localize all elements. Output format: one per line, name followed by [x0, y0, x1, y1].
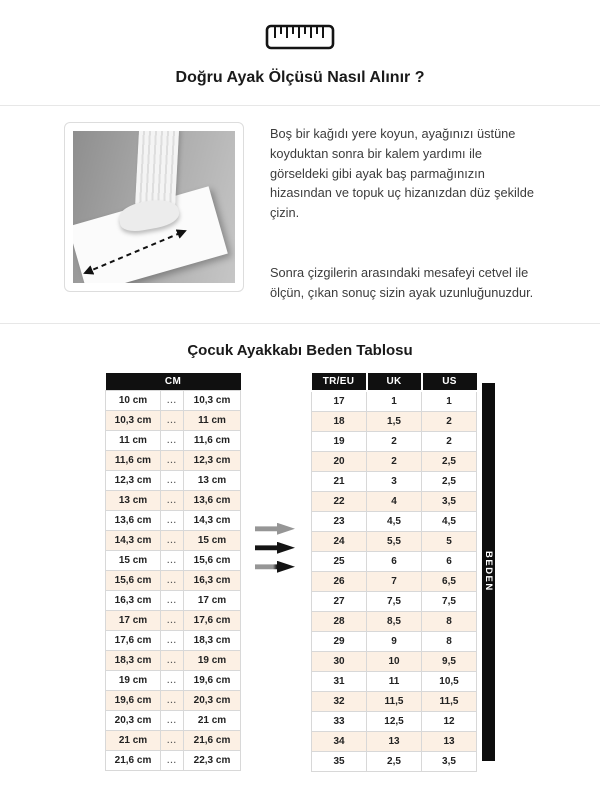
table-cell: 21,6 cm	[106, 750, 161, 770]
page-title: Doğru Ayak Ölçüsü Nasıl Alınır ?	[175, 69, 425, 86]
table-cell: 11,5	[422, 691, 477, 711]
table-row	[312, 451, 477, 471]
table-row	[106, 730, 241, 750]
table-row	[312, 511, 477, 531]
table-cell: 23	[312, 511, 367, 531]
table-cell: 15 cm	[184, 530, 241, 550]
right-arrow-icon	[255, 561, 295, 573]
table-cell: 24	[312, 531, 367, 551]
table-row	[312, 591, 477, 611]
table-cell: 35	[312, 751, 367, 771]
table-cell: 10,5	[422, 671, 477, 691]
table-cell: ...	[161, 450, 184, 470]
table-cell: 16,3 cm	[106, 590, 161, 610]
table-cell: 9	[367, 631, 422, 651]
table-cell: ...	[161, 690, 184, 710]
table-row	[106, 510, 241, 530]
table-cell: 12,3 cm	[106, 470, 161, 490]
table-cell: 10	[367, 651, 422, 671]
table-row	[312, 651, 477, 671]
table-cell: 1	[422, 391, 477, 412]
table-cell: ...	[161, 510, 184, 530]
table-cell: ...	[161, 610, 184, 630]
table-cell: ...	[161, 710, 184, 730]
table-row	[106, 550, 241, 570]
table-cell: 18,3 cm	[106, 650, 161, 670]
size-conversion-table	[311, 373, 477, 772]
table-cell: 7	[367, 571, 422, 591]
size-table-header	[312, 373, 477, 391]
table-row	[312, 611, 477, 631]
table-cell: ...	[161, 670, 184, 690]
table-cell: 4,5	[367, 511, 422, 531]
table-cell: ...	[161, 530, 184, 550]
table-cell: 32	[312, 691, 367, 711]
table-cell: 4	[367, 491, 422, 511]
table-cell: 34	[312, 731, 367, 751]
table-row	[312, 751, 477, 771]
table-cell: 21 cm	[106, 730, 161, 750]
cm-table	[105, 373, 241, 771]
table-cell: 8,5	[367, 611, 422, 631]
instruction-paragraph-1: Boş bir kağıdı yere koyun, ayağınızı üstüne koyduktan sonra bir kalem yardımı ile görseldeki gibi ayak baş parmağınızın hizasından ve topuk uç hizanızdan düz şekilde çizin.	[270, 126, 534, 221]
table-row	[106, 630, 241, 650]
table-row	[312, 411, 477, 431]
size-tables-section	[0, 373, 600, 772]
cm-table-body	[106, 390, 241, 770]
table-row	[106, 710, 241, 730]
table-cell: 11,6 cm	[106, 450, 161, 470]
table-cell: 18,3 cm	[184, 630, 241, 650]
table-row	[106, 410, 241, 430]
table-cell: 13	[367, 731, 422, 751]
table-cell: 20,3 cm	[184, 690, 241, 710]
table-cell: 12,5	[367, 711, 422, 731]
table-cell: 17,6 cm	[106, 630, 161, 650]
table-cell: 21 cm	[184, 710, 241, 730]
table-cell: 2	[367, 431, 422, 451]
measure-arrow-line	[73, 215, 197, 283]
conversion-arrows	[255, 523, 295, 573]
table-cell: 14,3 cm	[184, 510, 241, 530]
table-cell: 26	[312, 571, 367, 591]
cm-table-header	[106, 373, 241, 391]
table-cell: 4,5	[422, 511, 477, 531]
right-arrow-icon	[255, 523, 295, 535]
table-cell: 11,5	[367, 691, 422, 711]
table-cell: ...	[161, 590, 184, 610]
table-cell: 17 cm	[184, 590, 241, 610]
table-row	[312, 531, 477, 551]
table-cell: 21,6 cm	[184, 730, 241, 750]
column-header: UK	[367, 373, 422, 391]
foot-measure-illustration	[73, 131, 235, 283]
table-cell: 33	[312, 711, 367, 731]
table-cell: 13,6 cm	[184, 490, 241, 510]
table-cell: ...	[161, 490, 184, 510]
table-cell: ...	[161, 430, 184, 450]
column-header: TR/EU	[312, 373, 367, 391]
table-cell: 8	[422, 631, 477, 651]
table-cell: 15,6 cm	[106, 570, 161, 590]
table-cell: 15,6 cm	[184, 550, 241, 570]
table-cell: 16,3 cm	[184, 570, 241, 590]
table-cell: 2	[422, 431, 477, 451]
table-cell: 11 cm	[184, 410, 241, 430]
table-cell: ...	[161, 550, 184, 570]
table-cell: 31	[312, 671, 367, 691]
table-cell: 10,3 cm	[184, 390, 241, 410]
beden-label-text: BEDEN	[483, 551, 494, 593]
table-cell: 13	[422, 731, 477, 751]
table-cell: 11 cm	[106, 430, 161, 450]
table-row	[312, 431, 477, 451]
table-row	[312, 691, 477, 711]
foot-measure-photo	[64, 122, 244, 292]
table-cell: 3,5	[422, 751, 477, 771]
size-table-body	[312, 391, 477, 772]
table-cell: 8	[422, 611, 477, 631]
table-cell: 11	[367, 671, 422, 691]
table-cell: ...	[161, 730, 184, 750]
right-arrow-icon	[255, 542, 295, 554]
table-cell: 7,5	[367, 591, 422, 611]
table-cell: 2	[367, 451, 422, 471]
column-header: US	[422, 373, 477, 391]
table-cell: 18	[312, 411, 367, 431]
table-cell: 2,5	[367, 751, 422, 771]
table-cell: 17 cm	[106, 610, 161, 630]
table-row	[106, 450, 241, 470]
table-cell: 13,6 cm	[106, 510, 161, 530]
table-cell: ...	[161, 390, 184, 410]
table-cell: 15 cm	[106, 550, 161, 570]
page-header	[0, 0, 600, 87]
how-to-section	[0, 106, 600, 323]
table-cell: 3,5	[422, 491, 477, 511]
table-cell: 28	[312, 611, 367, 631]
table-cell: 19 cm	[184, 650, 241, 670]
table-row	[106, 670, 241, 690]
table-cell: 13 cm	[106, 490, 161, 510]
table-cell: 17	[312, 391, 367, 412]
table-cell: 10 cm	[106, 390, 161, 410]
table-cell: 12,3 cm	[184, 450, 241, 470]
table-cell: ...	[161, 750, 184, 770]
table-cell: ...	[161, 650, 184, 670]
divider-middle	[0, 323, 600, 324]
table-cell: 30	[312, 651, 367, 671]
table-cell: 20,3 cm	[106, 710, 161, 730]
table-row	[312, 471, 477, 491]
table-cell: 13 cm	[184, 470, 241, 490]
instruction-paragraph-2: Sonra çizgilerin arasındaki mesafeyi cetvel ile ölçün, çıkan sonuç sizin ayak uzunluğunuzdur.	[270, 265, 534, 300]
table-cell: 19	[312, 431, 367, 451]
table-row	[106, 390, 241, 410]
table-cell: 29	[312, 631, 367, 651]
table-row	[106, 690, 241, 710]
table-row	[106, 530, 241, 550]
beden-vertical-label	[482, 383, 495, 761]
cm-column-header: CM	[106, 373, 241, 391]
table-row	[312, 551, 477, 571]
table-cell: 27	[312, 591, 367, 611]
table-cell: 1	[367, 391, 422, 412]
table-row	[106, 570, 241, 590]
table-cell: 17,6 cm	[184, 610, 241, 630]
table-cell: 2	[422, 411, 477, 431]
table-cell: 25	[312, 551, 367, 571]
table-cell: ...	[161, 570, 184, 590]
table-cell: 6	[422, 551, 477, 571]
table-row	[312, 711, 477, 731]
table-cell: 3	[367, 471, 422, 491]
table-cell: 1,5	[367, 411, 422, 431]
instructions-text	[270, 122, 542, 303]
table-cell: 2,5	[422, 451, 477, 471]
table-cell: 6,5	[422, 571, 477, 591]
ruler-icon	[264, 22, 336, 57]
table-row	[106, 750, 241, 770]
table-cell: 2,5	[422, 471, 477, 491]
table-cell: ...	[161, 630, 184, 650]
table-cell: 12	[422, 711, 477, 731]
table-cell: 20	[312, 451, 367, 471]
table-row	[106, 430, 241, 450]
table-cell: 19,6 cm	[106, 690, 161, 710]
table-cell: 6	[367, 551, 422, 571]
table-row	[106, 610, 241, 630]
table-cell: 22,3 cm	[184, 750, 241, 770]
table-cell: 7,5	[422, 591, 477, 611]
table-cell: 14,3 cm	[106, 530, 161, 550]
table-row	[312, 571, 477, 591]
table-row	[106, 650, 241, 670]
table-row	[312, 631, 477, 651]
table-cell: 19 cm	[106, 670, 161, 690]
table-cell: 9,5	[422, 651, 477, 671]
table-row	[312, 671, 477, 691]
table-row	[312, 731, 477, 751]
table-cell: 10,3 cm	[106, 410, 161, 430]
table-cell: 19,6 cm	[184, 670, 241, 690]
table-cell: 5	[422, 531, 477, 551]
table-row	[106, 470, 241, 490]
table-cell: 5,5	[367, 531, 422, 551]
table-row	[312, 491, 477, 511]
table-row	[106, 590, 241, 610]
table-row	[106, 490, 241, 510]
table-cell: ...	[161, 410, 184, 430]
table-row	[312, 391, 477, 412]
size-table-title: Çocuk Ayakkabı Beden Tablosu	[187, 341, 413, 359]
table-cell: 21	[312, 471, 367, 491]
table-cell: 11,6 cm	[184, 430, 241, 450]
table-cell: ...	[161, 470, 184, 490]
table-cell: 22	[312, 491, 367, 511]
